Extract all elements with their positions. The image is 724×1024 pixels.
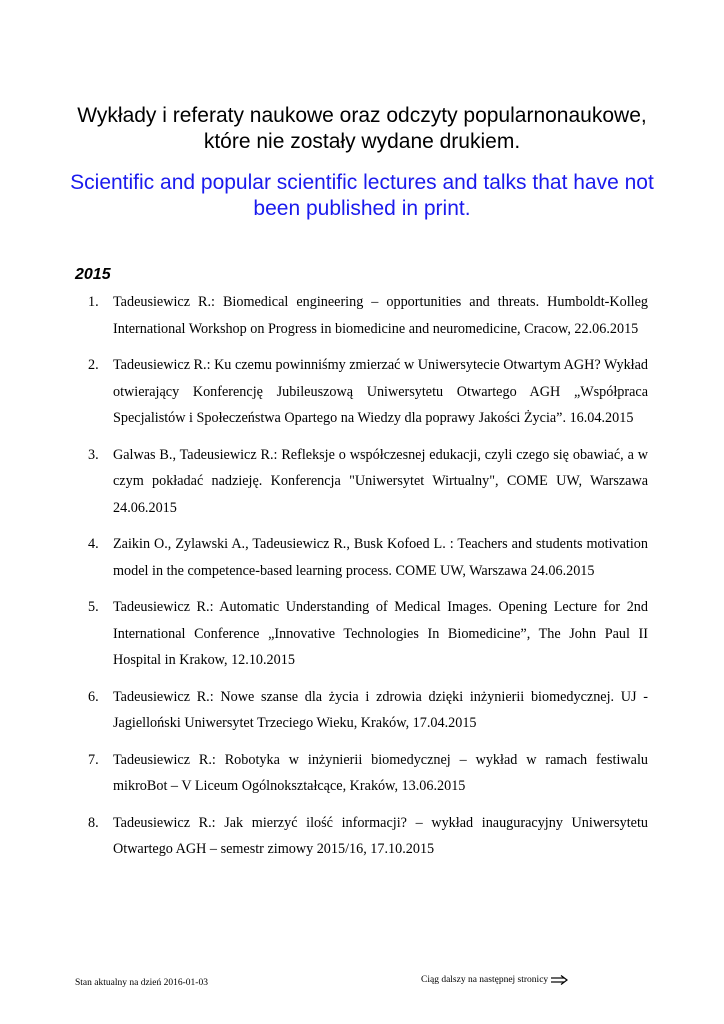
list-item (0, 531, 648, 584)
list-item-number: 6. (88, 688, 99, 705)
list-item (0, 289, 648, 342)
list-item-text: Tadeusiewicz R.: Biomedical engineering – opportunities and threats. Humboldt-Kolleg International Workshop on Progress in biomedicine and neuromedicine, Cracow, 22.06.2015 (113, 294, 648, 337)
footer-status: Stan aktualny na dzień 2016-01-03 (75, 978, 208, 988)
list-item (0, 352, 648, 432)
title-polish: Wykłady i referaty naukowe oraz odczyty popularnonaukowe, które nie zostały wydane drukiem. (77, 104, 647, 153)
list-item-text: Tadeusiewicz R.: Nowe szanse dla życia i zdrowia dzięki inżynierii biomedycznej. UJ - Jagielloński Uniwersytet Trzeciego Wieku, Kraków, 17.04.2015 (113, 688, 648, 731)
double-arrow-right-icon (551, 975, 568, 985)
list-item-number: 8. (88, 814, 99, 831)
list-item (0, 594, 648, 674)
footer-continued-label: Ciąg dalszy na następnej stronicy (421, 975, 549, 985)
year-heading: 2015 (75, 266, 111, 283)
list-item (0, 442, 648, 522)
list-item (0, 684, 648, 737)
list-item-text: Tadeusiewicz R.: Jak mierzyć ilość informacji? – wykład inauguracyjny Uniwersytetu Otwartego AGH – semestr zimowy 2015/16, 17.10.2015 (113, 814, 648, 857)
footer-continued (421, 975, 568, 985)
title-english: Scientific and popular scientific lectures and talks that have not been published in print. (70, 171, 654, 220)
list-item (0, 810, 648, 863)
list-item-number: 5. (88, 599, 99, 615)
list-item-text: Tadeusiewicz R.: Automatic Understanding of Medical Images. Opening Lecture for 2nd International Conference „Innovative Technologies In Biomedicine”, The John Paul II Hospital in Krakow, 12.10.2015 (113, 599, 648, 668)
list-item-number: 1. (88, 294, 99, 310)
list-item-text: Tadeusiewicz R.: Robotyka w inżynierii biomedycznej – wykład w ramach festiwalu mikroBot – V Liceum Ogólnokształcące, Kraków, 13.06.2015 (113, 751, 648, 794)
list-item-text: Zaikin O., Zylawski A., Tadeusiewicz R., Busk Kofoed L. : Teachers and students motivation model in the competence-based learning process. COME UW, Warszawa 24.06.2015 (113, 536, 648, 579)
list-item-number: 4. (88, 536, 99, 552)
lecture-list (0, 289, 724, 873)
list-item-text: Tadeusiewicz R.: Ku czemu powinniśmy zmierzać w Uniwersytecie Otwartym AGH? Wykład otwierający Konferencję Jubileuszową Uniwersytetu Otwartego AGH „Współpraca Specjalistów i Społeczeństwa Opartego na Wiedzy dla poprawy Jakości Życia”. 16.04.2015 (113, 357, 648, 426)
list-item-text: Galwas B., Tadeusiewicz R.: Refleksje o współczesnej edukacji, czyli czego się obawiać, a w czym pokładać nadzieję. Konferencja "Uniwersytet Wirtualny", COME UW, Warszawa 24.06.2015 (113, 446, 648, 516)
list-item-number: 2. (88, 357, 99, 373)
list-item-number: 3. (88, 446, 99, 463)
list-item (0, 747, 648, 800)
list-item-number: 7. (88, 751, 99, 768)
